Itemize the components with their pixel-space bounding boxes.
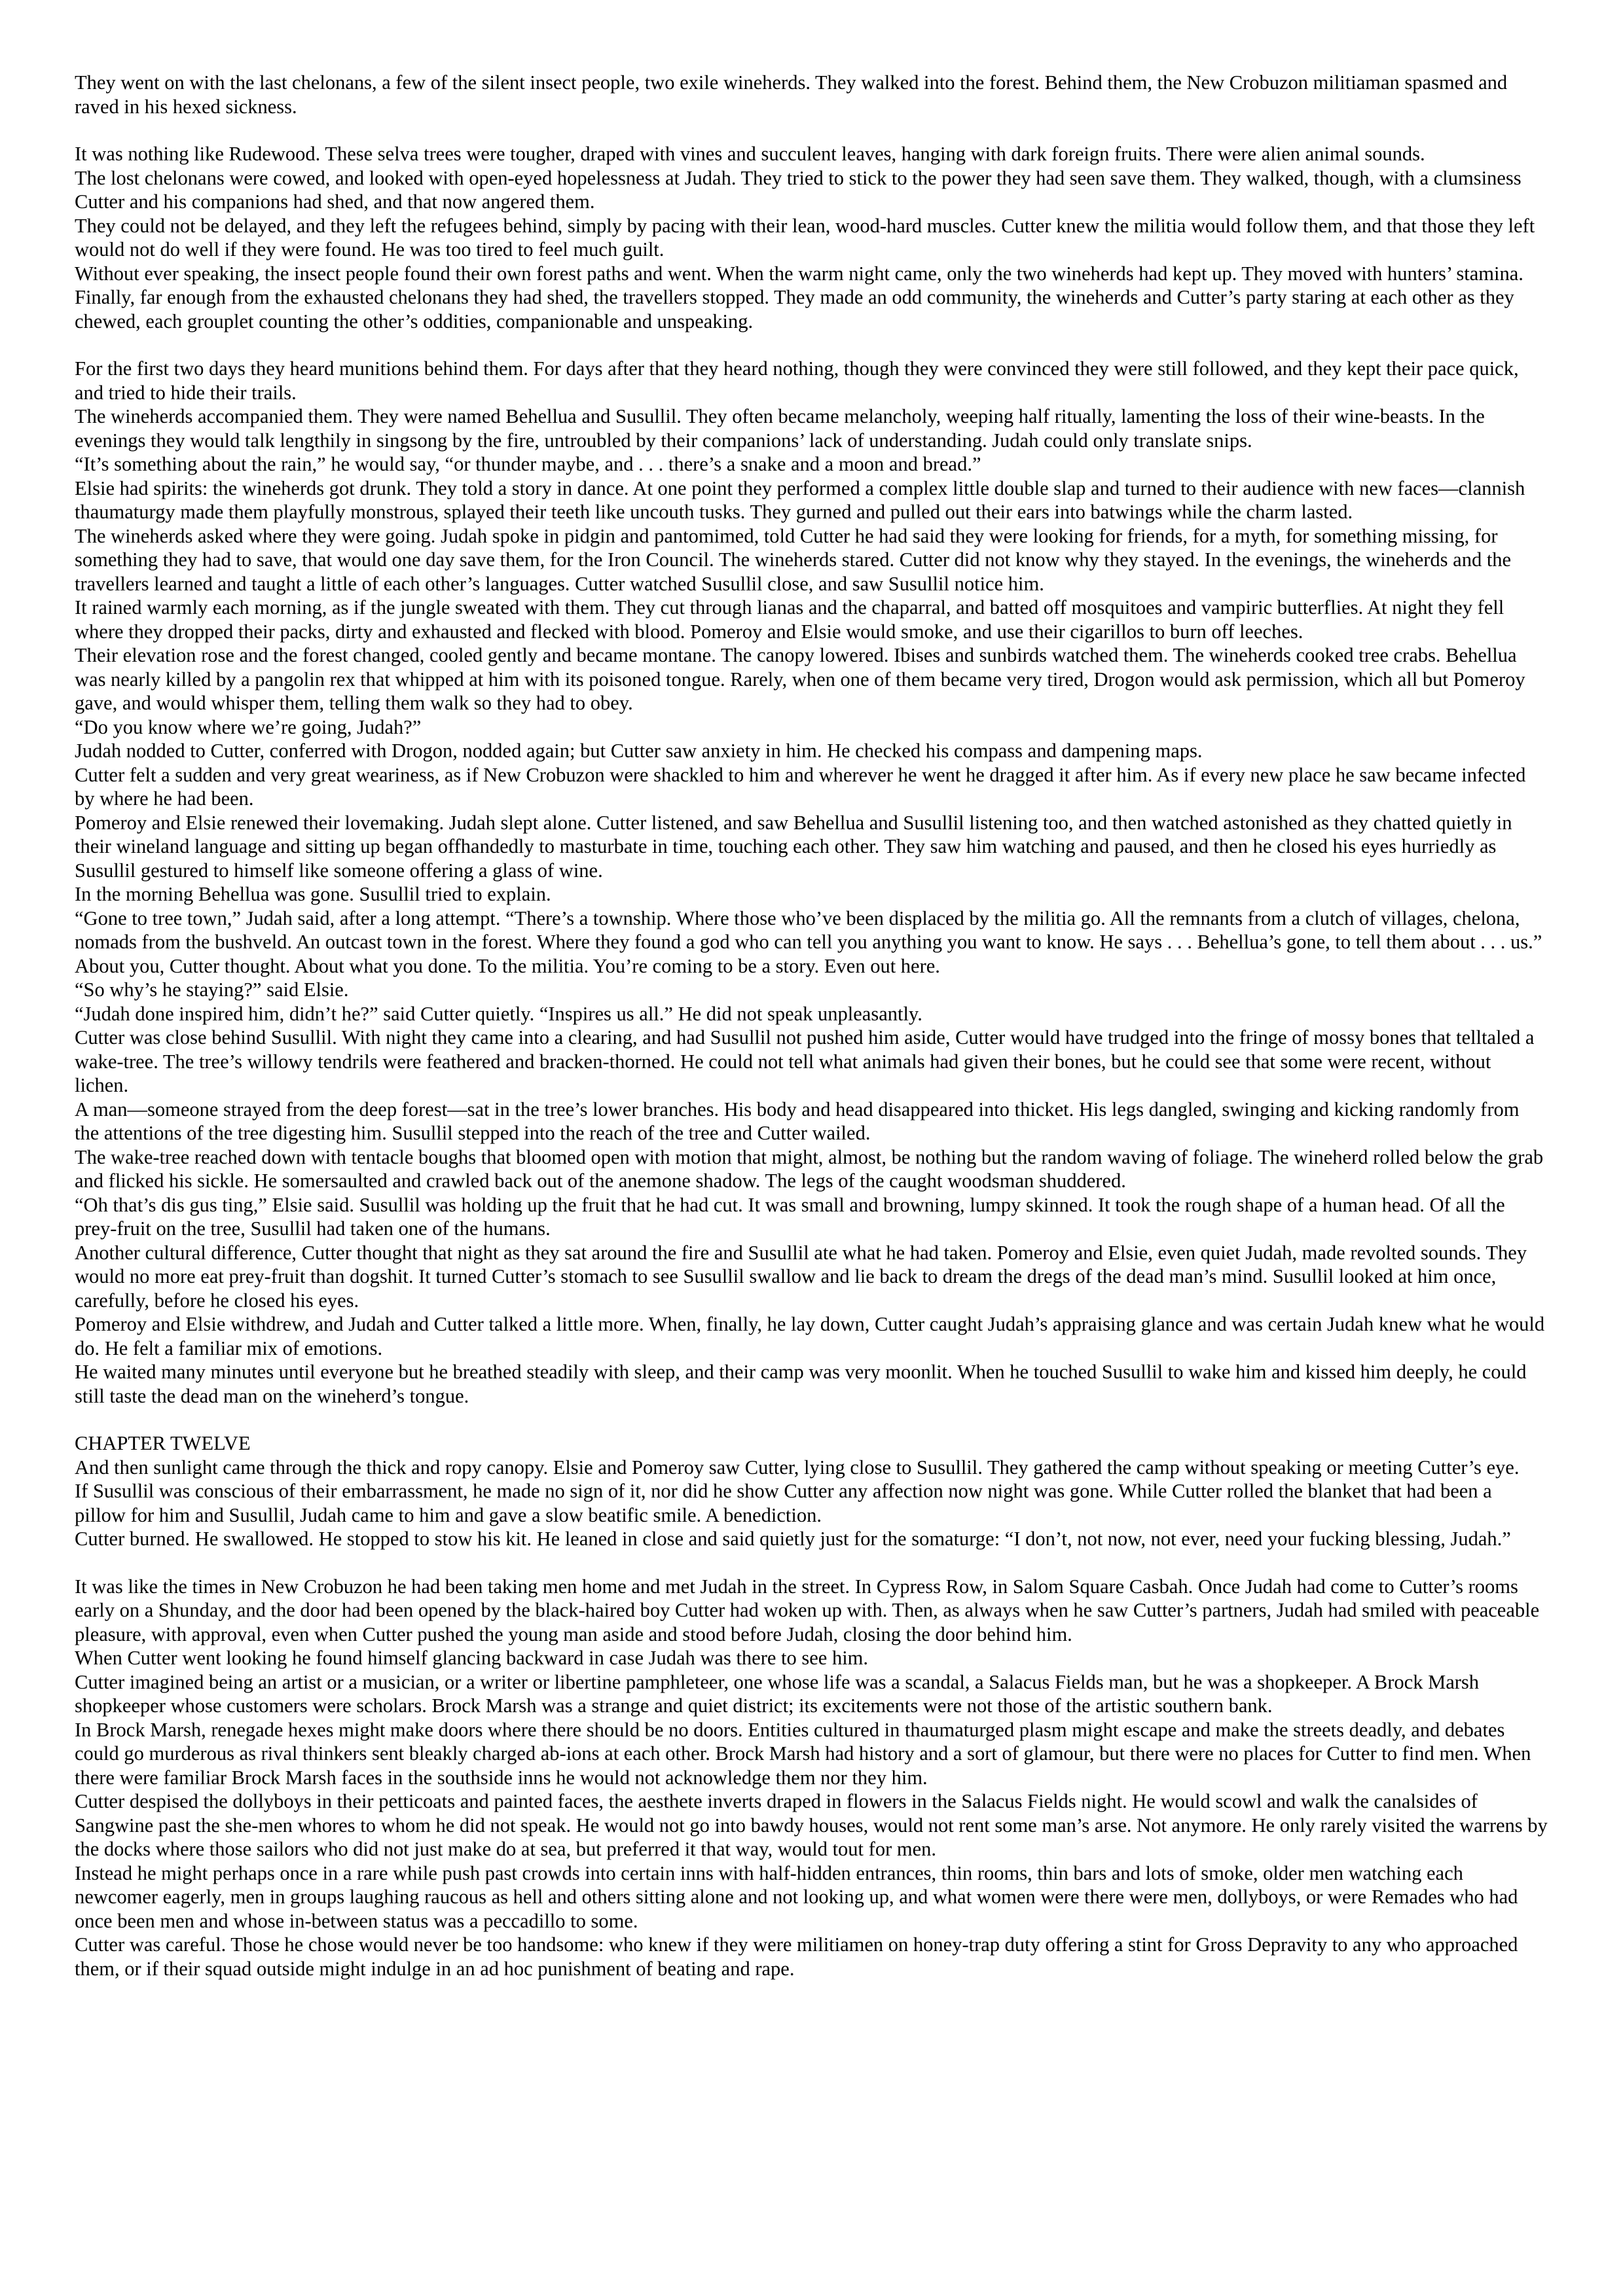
paragraph: And then sunlight came through the thick and ropy canopy. Elsie and Pomeroy saw Cutter, lying close to Susullil. They gathered the camp without speaking or meeting Cutter’s eye.	[75, 1456, 1520, 1479]
document-page	[75, 71, 1548, 1981]
paragraph: Instead he might perhaps once in a rare while push past crowds into certain inns with half-hidden entrances, thin rooms, thin bars and lots of smoke, older men watching each newcomer eagerly, men in groups laughing raucous as hell and others sitting alone and not looking up, and what women were there were men, dollyboys, or were Remades who had once been men and whose in-between status was a peccadillo to some.	[75, 1861, 1518, 1932]
paragraph: In the morning Behellua was gone. Susullil tried to explain.	[75, 883, 551, 905]
paragraph: They could not be delayed, and they left the refugees behind, simply by pacing with their lean, wood-hard muscles. Cutter knew the militia would follow them, and that those they left would not do well if they were found. He was too tired to feel much guilt.	[75, 214, 1535, 260]
paragraph: The wineherds accompanied them. They were named Behellua and Susullil. They often became melancholy, weeping half ritually, lamenting the loss of their wine-beasts. In the evenings they would talk lengthily in singsong by the fire, untroubled by their companions’ lack of understanding. Judah could only translate snips.	[75, 405, 1485, 452]
paragraph: “Gone to tree town,” Judah said, after a long attempt. “There’s a township. Where those who’ve been displaced by the militia go. All the remnants from a clutch of villages, chelona, nomads from the bushveld. An outcast town in the forest. Where they found a god who can tell you anything you want to know. He says . . . Behellua’s gone, to tell them about . . . us.”	[75, 906, 1542, 953]
paragraph: Elsie had spirits: the wineherds got drunk. They told a story in dance. At one point they performed a complex little double slap and turned to their audience with new faces—clannish thaumaturgy made them playfully monstrous, splayed their teeth like uncouth tusks. They gurned and pulled out their ears into batwings while the charm lasted.	[75, 476, 1525, 523]
section-break	[75, 1551, 1548, 1575]
paragraph: Another cultural difference, Cutter thought that night as they sat around the fire and Susullil ate what he had taken. Pomeroy and Elsie, even quiet Judah, made revolted sounds. They would no more eat prey-fruit than dogshit. It turned Cutter’s stomach to see Susullil swallow and lie back to dream the dregs of the dead man’s mind. Susullil looked at him once, carefully, before he closed his eyes.	[75, 1241, 1527, 1312]
section-2	[75, 142, 1548, 333]
paragraph: If Susullil was conscious of their embarrassment, he made no sign of it, nor did he show Cutter any affection now night was gone. While Cutter rolled the blanket that had been a pillow for him and Susullil, Judah came to him and gave a slow beatific smile. A benediction.	[75, 1480, 1492, 1526]
paragraph: “Do you know where we’re going, Judah?”	[75, 715, 422, 738]
section-3	[75, 357, 1548, 1408]
paragraph: In Brock Marsh, renegade hexes might make doors where there should be no doors. Entities cultured in thaumaturged plasm might escape and make the streets deadly, and debates could go murderous as rival thinkers sent bleakly charged ab-ions at each other. Brock Marsh had history and a sort of glamour, but there were no places for Cutter to find men. When there were familiar Brock Marsh faces in the southside inns he would not acknowledge them nor they him.	[75, 1718, 1531, 1789]
paragraph: The wineherds asked where they were going. Judah spoke in pidgin and pantomimed, told Cutter he had said they were looking for friends, for a myth, for something missing, for something they had to save, that would one day save them, for the Iron Council. The wineherds stared. Cutter did not know why they stayed. In the evenings, the wineherds and the travellers learned and taught a little of each other’s languages. Cutter watched Susullil close, and saw Susullil notice him.	[75, 524, 1512, 595]
paragraph: “So why’s he staying?” said Elsie.	[75, 978, 349, 1001]
section-break	[75, 118, 1548, 142]
paragraph: Cutter imagined being an artist or a musician, or a writer or libertine pamphleteer, one whose life was a scandal, a Salacus Fields man, but he was a shopkeeper. A Brock Marsh shopkeeper whose customers were scholars. Brock Marsh was a strange and quiet district; its excitements were not those of the artistic southern bank.	[75, 1670, 1480, 1717]
paragraph: “It’s something about the rain,” he would say, “or thunder maybe, and . . . there’s a snake and a moon and bread.”	[75, 453, 981, 475]
paragraph: Cutter was careful. Those he chose would never be too handsome: who knew if they were militiamen on honey-trap duty offering a stint for Gross Depravity to any who approached them, or if their squad outside might indulge in an ad hoc punishment of beating and rape.	[75, 1933, 1518, 1980]
section-5	[75, 1575, 1548, 1981]
paragraph: Cutter burned. He swallowed. He stopped to stow his kit. He leaned in close and said quietly just for the somaturge: “I don’t, not now, not ever, need your fucking blessing, Judah.”	[75, 1528, 1511, 1550]
section-1	[75, 71, 1548, 118]
paragraph: It rained warmly each morning, as if the jungle sweated with them. They cut through lianas and the chaparral, and batted off mosquitoes and vampiric butterflies. At night they fell where they dropped their packs, dirty and exhausted and flecked with blood. Pomeroy and Elsie would smoke, and use their cigarillos to burn off leeches.	[75, 596, 1504, 643]
paragraph: “Judah done inspired him, didn’t he?” said Cutter quietly. “Inspires us all.” He did not speak unpleasantly.	[75, 1002, 922, 1025]
section-break	[75, 333, 1548, 357]
paragraph: Judah nodded to Cutter, conferred with Drogon, nodded again; but Cutter saw anxiety in him. He checked his compass and dampening maps.	[75, 740, 1203, 762]
paragraph: Without ever speaking, the insect people found their own forest paths and went. When the warm night came, only the two wineherds had kept up. They moved with hunters’ stamina. Finally, far enough from the exhausted chelonans they had shed, the travellers stopped. They made an odd community, the wineherds and Cutter’s party staring at each other as they chewed, each grouplet counting the other’s oddities, companionable and unspeaking.	[75, 262, 1523, 332]
paragraph: He waited many minutes until everyone but he breathed steadily with sleep, and their camp was very moonlit. When he touched Susullil to wake him and kissed him deeply, he could still taste the dead man on the wineherd’s tongue.	[75, 1361, 1527, 1407]
paragraph: It was nothing like Rudewood. These selva trees were tougher, draped with vines and succulent leaves, hanging with dark foreign fruits. There were alien animal sounds.	[75, 143, 1425, 165]
section-break	[75, 1408, 1548, 1431]
paragraph: They went on with the last chelonans, a few of the silent insect people, two exile wineherds. They walked into the forest. Behind them, the New Crobuzon militiaman spasmed and raved in his hexed sickness.	[75, 71, 1508, 118]
paragraph: “Oh that’s dis gus ting,” Elsie said. Susullil was holding up the fruit that he had cut. It was small and browning, lumpy skinned. It took the rough shape of a human head. Of all the prey-fruit on the tree, Susullil had taken one of the humans.	[75, 1193, 1505, 1240]
paragraph: About you, Cutter thought. About what you done. To the militia. You’re coming to be a story. Even out here.	[75, 954, 940, 977]
paragraph: For the first two days they heard munitions behind them. For days after that they heard nothing, though they were convinced they were still followed, and they kept their pace quick, and tried to hide their trails.	[75, 357, 1519, 404]
chapter-section	[75, 1431, 1548, 1551]
paragraph: Pomeroy and Elsie withdrew, and Judah and Cutter talked a little more. When, finally, he lay down, Cutter caught Judah’s appraising glance and was certain Judah knew what he would do. He felt a familiar mix of emotions.	[75, 1313, 1545, 1359]
paragraph: The wake-tree reached down with tentacle boughs that bloomed open with motion that might, almost, be nothing but the random waving of foliage. The wineherd rolled below the grab and flicked his sickle. He somersaulted and crawled back out of the anemone shadow. The legs of the caught woodsman shuddered.	[75, 1145, 1544, 1192]
paragraph: Cutter felt a sudden and very great weariness, as if New Crobuzon were shackled to him and wherever he went he dragged it after him. As if every new place he saw became infected by where he had been.	[75, 763, 1526, 810]
paragraph: The lost chelonans were cowed, and looked with open-eyed hopelessness at Judah. They tried to stick to the power they had seen save them. They walked, though, with a clumsiness Cutter and his companions had shed, and that now angered them.	[75, 166, 1522, 213]
paragraph: Cutter despised the dollyboys in their petticoats and painted faces, the aesthete inverts draped in flowers in the Salacus Fields night. He would scowl and walk the canalsides of Sangwine past the she-men whores to whom he did not speak. He would not go into bawdy houses, would not rent some man’s arse. Not anymore. He only rarely visited the warrens by the docks where those sailors who did not just make do at sea, but preferred it that way, would tout for men.	[75, 1790, 1548, 1860]
paragraph: When Cutter went looking he found himself glancing backward in case Judah was there to see him.	[75, 1647, 869, 1669]
paragraph: Their elevation rose and the forest changed, cooled gently and became montane. The canopy lowered. Ibises and sunbirds watched them. The wineherds cooked tree crabs. Behellua was nearly killed by a pangolin rex that whipped at him with its poisoned tongue. Rarely, when one of them became very tired, Drogon would ask permission, which all but Pomeroy gave, and would whisper them, telling them walk so they had to obey.	[75, 644, 1525, 714]
paragraph: Cutter was close behind Susullil. With night they came into a clearing, and had Susullil not pushed him aside, Cutter would have trudged into the fringe of mossy bones that telltaled a wake-tree. The tree’s willowy tendrils were feathered and bracken-thorned. He could not tell what animals had given their bones, but he could see that some were recent, without lichen.	[75, 1026, 1535, 1096]
chapter-heading: CHAPTER TWELVE	[75, 1432, 251, 1454]
paragraph: Pomeroy and Elsie renewed their lovemaking. Judah slept alone. Cutter listened, and saw Behellua and Susullil listening too, and then watched astonished as they chatted quietly in their wineland language and sitting up began offhandedly to masturbate in time, touching each other. They saw him watching and paused, and then he closed his eyes hurriedly as Susullil gestured to himself like someone offering a glass of wine.	[75, 811, 1512, 882]
paragraph: It was like the times in New Crobuzon he had been taking men home and met Judah in the street. In Cypress Row, in Salom Square Casbah. Once Judah had come to Cutter’s rooms early on a Shunday, and the door had been opened by the black-haired boy Cutter had woken up with. Then, as always when he saw Cutter’s partners, Judah had smiled with peaceable pleasure, with approval, even when Cutter pushed the young man aside and stood before Judah, closing the door behind him.	[75, 1575, 1540, 1645]
paragraph: A man—someone strayed from the deep forest—sat in the tree’s lower branches. His body and head disappeared into thicket. His legs dangled, swinging and kicking randomly from the attentions of the tree digesting him. Susullil stepped into the reach of the tree and Cutter wailed.	[75, 1098, 1520, 1144]
